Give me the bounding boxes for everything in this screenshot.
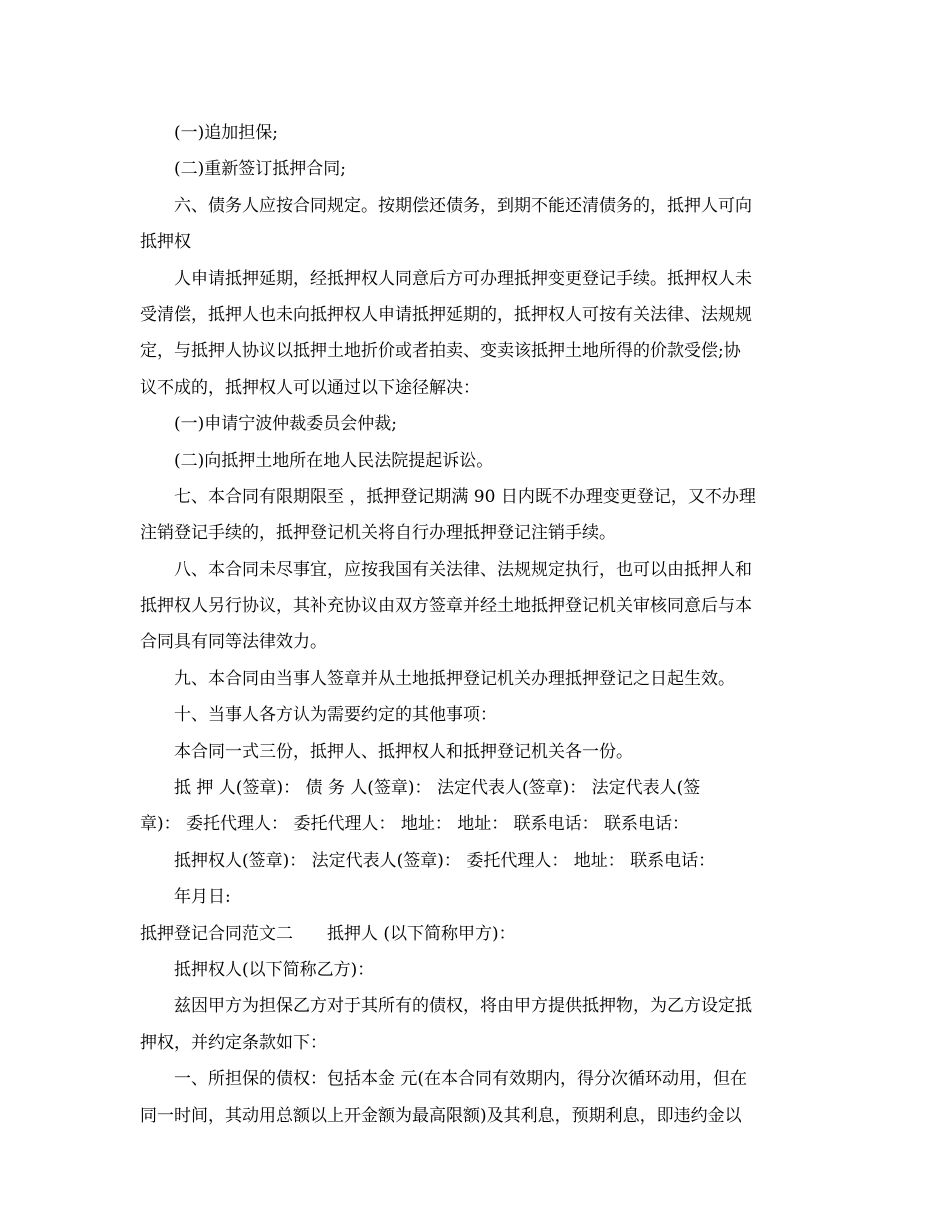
text-line: 十、当事人各方认为需要约定的其他事项：	[174, 705, 497, 726]
text-line: (一)追加担保;	[174, 123, 278, 143]
section-heading: 抵押登记合同范文二 抵押人 (以下简称甲方)：	[140, 923, 516, 944]
text-line: 兹因甲方为担保乙方对于其所有的债权，将由甲方提供抵押物，为乙方设定抵	[174, 996, 752, 1017]
text-line: 抵押权人另行协议，其补充协议由双方签章并经土地抵押登记机关审核同意后与本	[140, 596, 752, 617]
text-line: 抵押权人(签章)： 法定代表人(签章)： 委托代理人： 地址： 联系电话：	[174, 850, 716, 871]
text-line: (一)申请宁波仲裁委员会仲裁;	[174, 414, 397, 435]
text-line: 合同具有同等法律效力。	[140, 632, 327, 653]
text-line: 章)： 委托代理人： 委托代理人： 地址： 地址： 联系电话： 联系电话：	[140, 814, 690, 835]
text-line: 一、所担保的债权：包括本金 元(在本合同有效期内，得分次循环动用，但在	[174, 1069, 748, 1090]
text-line: 押权，并约定条款如下：	[140, 1032, 327, 1053]
text-line: 六、债务人应按合同规定。按期偿还债务，到期不能还清债务的，抵押人可向	[174, 195, 752, 216]
document-page	[140, 115, 815, 1134]
text-line: (二)向抵押土地所在地人民法院提起诉讼。	[174, 450, 494, 471]
text-line: (二)重新签订抵押合同;	[174, 159, 346, 180]
text-line: 抵押权	[140, 232, 191, 253]
text-line: 抵 押 人(签章)： 债 务 人(签章)： 法定代表人(签章)： 法定代表人(签	[174, 778, 701, 799]
text-line: 议不成的，抵押权人可以通过以下途径解决：	[140, 377, 480, 398]
text-line: 注销登记手续的，抵押登记机关将自行办理抵押登记注销手续。	[140, 523, 616, 544]
text-line: 抵押权人(以下简称乙方)：	[174, 959, 375, 980]
text-line: 人申请抵押延期，经抵押权人同意后方可办理抵押变更登记手续。抵押权人未	[174, 268, 752, 289]
text-line: 定，与抵押人协议以抵押土地折价或者拍卖、变卖该抵押土地所得的价款受偿;协	[140, 341, 741, 362]
text-line: 七、本合同有限期限至 ，抵押登记期满 90 日内既不办理变更登记，又不办理	[174, 486, 756, 507]
text-line: 年月日:	[174, 887, 231, 908]
text-line: 受清偿，抵押人也未向抵押权人申请抵押延期的，抵押权人可按有关法律、法规规	[140, 304, 752, 325]
text-line: 九、本合同由当事人签章并从土地抵押登记机关办理抵押登记之日起生效。	[174, 668, 735, 689]
text-line: 同一时间，其动用总额以上开金额为最高限额)及其利息，预期利息，即违约金以	[140, 1105, 742, 1126]
text-line: 八、本合同未尽事宜，应按我国有关法律、法规规定执行，也可以由抵押人和	[174, 559, 752, 580]
text-line: 本合同一式三份，抵押人、抵押权人和抵押登记机关各一份。	[174, 741, 633, 762]
